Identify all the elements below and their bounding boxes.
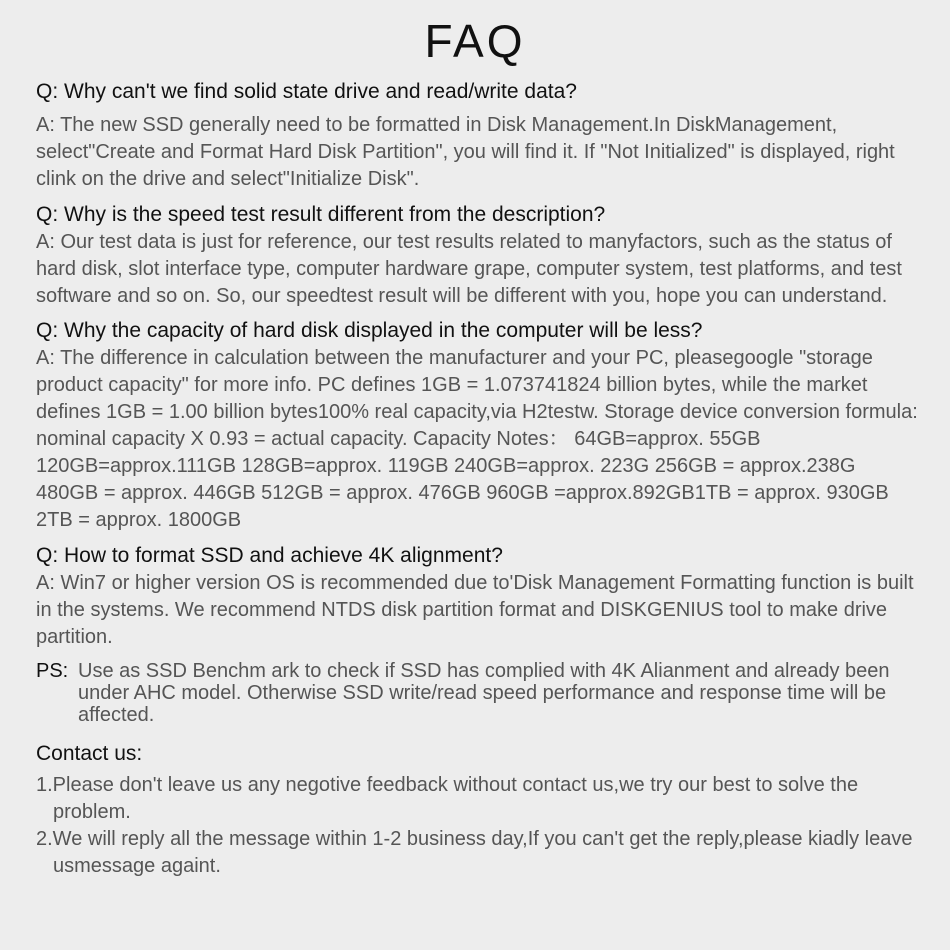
ps-text: Use as SSD Benchm ark to check if SSD has complied with 4K Alianment and already been under AHC model. Otherwise SSD write/read speed performance and response time will be affected. <box>78 660 890 726</box>
faq-content <box>36 78 920 880</box>
faq-question: Q: How to format SSD and achieve 4K alignment? <box>36 544 503 567</box>
faq-answer: A: The difference in calculation between the manufacturer and your PC, pleasegoogle "storage product capacity" for more info. PC defines 1GB = 1.073741824 billion bytes, while the market defines 1GB = 1.00 billion bytes100% real capacity,via H2testw. Storage device conversion formula: nominal capacity X 0.93 = actual capacity. Capacity Notes： 64GB=approx. 55GB 120GB=approx.111GB 128GB=approx. 119GB 240GB=approx. 223G 256GB = approx.238G 480GB = approx. 446GB 512GB = approx. 476GB 960GB =approx.892GB1TB = approx. 930GB 2TB = approx. 1800GB <box>36 347 918 531</box>
faq-answer: A: Our test data is just for reference, our test results related to manyfactors, such as the status of hard disk, slot interface type, computer hardware grape, computer system, test platforms, and test software and so on. So, our speedtest result will be different with you, hope you can understand. <box>36 231 902 307</box>
contact-item: 1.Please don't leave us any negotive feedback without contact us,we try our best to solve the problem. <box>36 774 859 823</box>
faq-answer: A: Win7 or higher version OS is recommended due to'Disk Management Formatting function is built in the systems. We recommend NTDS disk partition format and DISKGENIUS tool to make drive partition. <box>36 572 914 648</box>
ps-label: PS: <box>36 660 69 682</box>
faq-question: Q: Why is the speed test result different from the description? <box>36 203 606 226</box>
faq-answer: A: The new SSD generally need to be formatted in Disk Management.In DiskManagement, select"Create and Format Hard Disk Partition", you will find it. If "Not Initialized" is displayed, right clink on the drive and select"Initialize Disk". <box>36 114 895 190</box>
faq-question: Q: Why can't we find solid state drive and read/write data? <box>36 80 577 103</box>
faq-item <box>36 78 920 193</box>
contact-section <box>36 740 920 880</box>
faq-item <box>36 201 920 310</box>
faq-item <box>36 317 920 534</box>
page-title: FAQ <box>424 15 526 67</box>
contact-title: Contact us: <box>36 742 143 765</box>
contact-item: 2.We will reply all the message within 1-2 business day,If you can't get the reply,please kiadly leave usmessage againt. <box>36 828 913 877</box>
faq-item <box>36 542 920 651</box>
faq-question: Q: Why the capacity of hard disk displayed in the computer will be less? <box>36 319 703 342</box>
ps-note <box>36 660 920 726</box>
